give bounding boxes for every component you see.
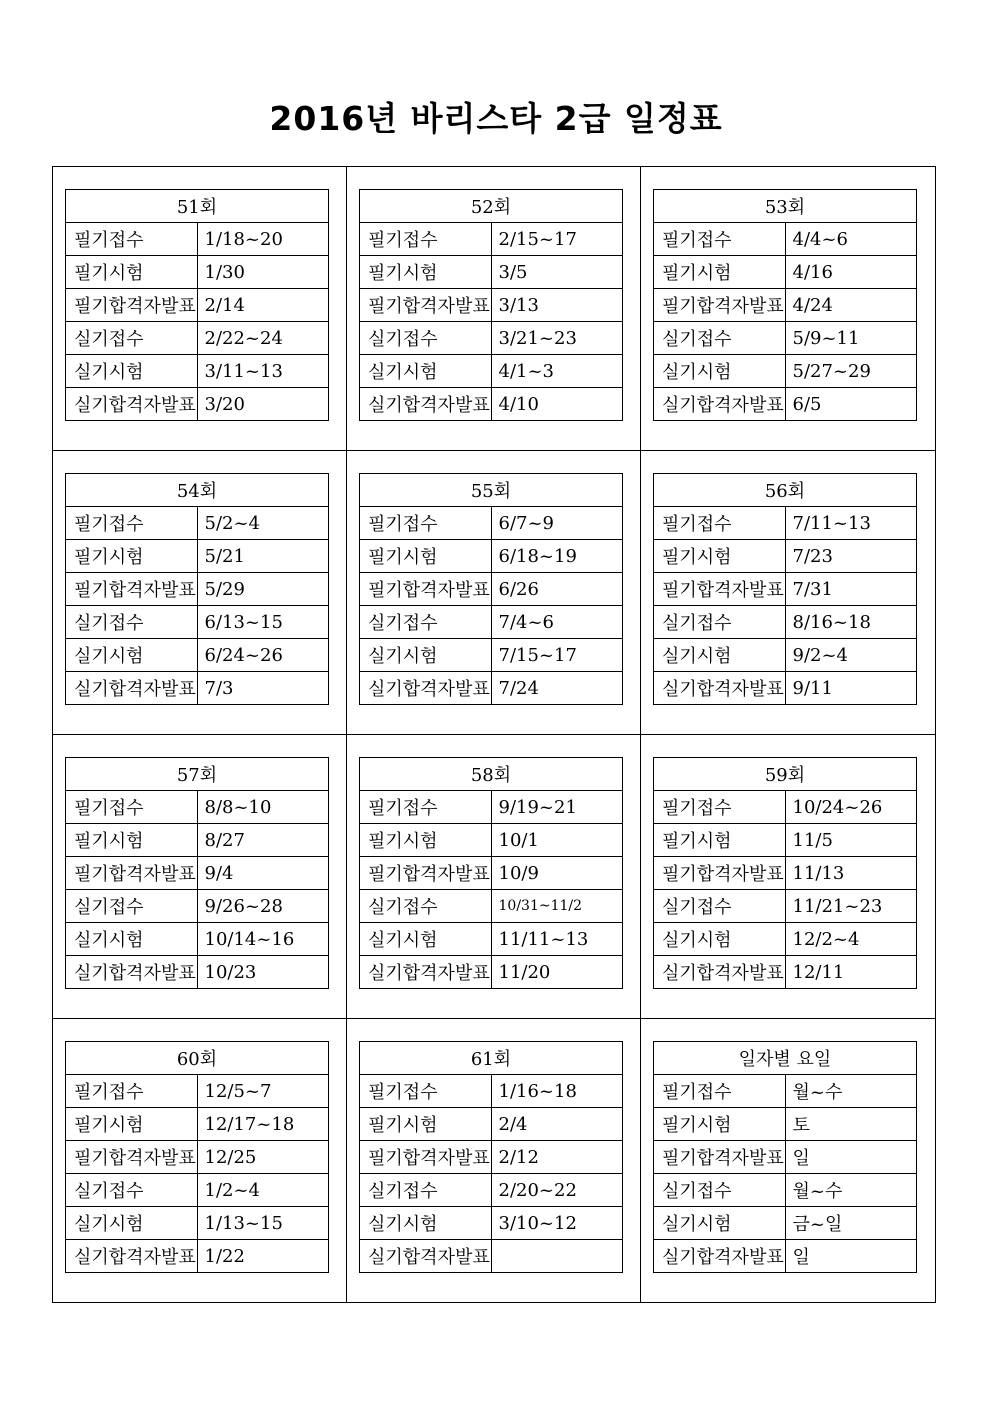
table-row (66, 223, 329, 256)
row-value: 3/5 (491, 256, 623, 289)
table-row (360, 256, 623, 289)
table-row (66, 1075, 329, 1108)
table-row (66, 1207, 329, 1240)
session-cell (347, 1019, 641, 1302)
table-row (66, 956, 329, 989)
table-row (654, 606, 917, 639)
table-row (66, 1174, 329, 1207)
session-table (653, 757, 917, 989)
session-cell (641, 451, 935, 735)
row-value: 6/13~15 (197, 606, 329, 639)
row-label: 필기시험 (66, 256, 198, 289)
table-row (360, 1141, 623, 1174)
row-label: 실기접수 (360, 890, 492, 923)
row-label: 실기접수 (654, 890, 786, 923)
row-value: 1/2~4 (197, 1174, 329, 1207)
row-label: 필기접수 (654, 223, 786, 256)
row-value: 3/10~12 (491, 1207, 623, 1240)
row-value: 2/22~24 (197, 322, 329, 355)
row-label: 필기합격자발표 (654, 573, 786, 606)
row-label: 필기접수 (66, 1075, 198, 1108)
table-row (654, 507, 917, 540)
table-row (654, 890, 917, 923)
row-label: 실기합격자발표 (654, 388, 786, 421)
row-value: 7/24 (491, 672, 623, 705)
row-label: 실기합격자발표 (360, 1240, 492, 1273)
row-label: 실기합격자발표 (66, 388, 198, 421)
row-value: 12/5~7 (197, 1075, 329, 1108)
table-row (66, 1240, 329, 1273)
table-row (654, 540, 917, 573)
table-row (66, 672, 329, 705)
table-row (66, 573, 329, 606)
row-label: 실기시험 (360, 355, 492, 388)
row-value: 7/11~13 (785, 507, 917, 540)
session-table (65, 1041, 329, 1273)
table-row (654, 1108, 917, 1141)
table-row (360, 223, 623, 256)
table-row (654, 824, 917, 857)
row-label: 실기시험 (654, 639, 786, 672)
table-row (654, 956, 917, 989)
row-label: 필기시험 (360, 540, 492, 573)
row-label: 필기접수 (360, 507, 492, 540)
row-label: 필기합격자발표 (360, 857, 492, 890)
row-value: 9/11 (785, 672, 917, 705)
row-value: 1/13~15 (197, 1207, 329, 1240)
table-row (360, 1075, 623, 1108)
table-row (654, 1075, 917, 1108)
table-row (654, 573, 917, 606)
row-label: 실기시험 (654, 1207, 786, 1240)
row-value: 5/21 (197, 540, 329, 573)
table-row (66, 824, 329, 857)
row-value: 4/10 (491, 388, 623, 421)
row-label: 필기접수 (654, 507, 786, 540)
session-table (65, 473, 329, 705)
table-row (360, 1207, 623, 1240)
row-label: 필기접수 (360, 1075, 492, 1108)
table-row (360, 857, 623, 890)
session-header: 60회 (66, 1042, 329, 1075)
row-value: 6/24~26 (197, 639, 329, 672)
row-label: 필기시험 (66, 540, 198, 573)
row-value: 7/31 (785, 573, 917, 606)
row-value: 11/13 (785, 857, 917, 890)
row-value: 10/9 (491, 857, 623, 890)
table-row (360, 388, 623, 421)
table-row (654, 322, 917, 355)
row-label: 실기시험 (654, 355, 786, 388)
row-value: 12/17~18 (197, 1108, 329, 1141)
row-value: 월~수 (785, 1075, 917, 1108)
row-value: 2/20~22 (491, 1174, 623, 1207)
row-label: 실기접수 (66, 606, 198, 639)
row-value: 5/9~11 (785, 322, 917, 355)
table-row (66, 606, 329, 639)
row-label: 필기접수 (654, 791, 786, 824)
row-label: 필기시험 (360, 824, 492, 857)
row-label: 필기접수 (66, 791, 198, 824)
row-label: 필기시험 (66, 824, 198, 857)
row-label: 실기합격자발표 (654, 672, 786, 705)
table-row (654, 289, 917, 322)
row-label: 필기시험 (654, 824, 786, 857)
row-value: 10/1 (491, 824, 623, 857)
session-cell (347, 167, 641, 451)
row-label: 필기합격자발표 (360, 289, 492, 322)
table-row (66, 388, 329, 421)
table-row (66, 1141, 329, 1174)
row-value: 4/16 (785, 256, 917, 289)
row-value: 1/16~18 (491, 1075, 623, 1108)
row-value: 7/3 (197, 672, 329, 705)
row-value: 11/20 (491, 956, 623, 989)
table-row (654, 223, 917, 256)
session-cell (347, 451, 641, 735)
row-value: 1/30 (197, 256, 329, 289)
row-label: 실기접수 (654, 322, 786, 355)
row-value: 5/2~4 (197, 507, 329, 540)
session-table (653, 189, 917, 421)
table-row (66, 857, 329, 890)
row-label: 필기합격자발표 (66, 857, 198, 890)
table-row (66, 923, 329, 956)
table-row (66, 639, 329, 672)
row-label: 실기접수 (66, 322, 198, 355)
row-label: 실기합격자발표 (654, 1240, 786, 1273)
row-label: 필기합격자발표 (654, 289, 786, 322)
row-value: 1/22 (197, 1240, 329, 1273)
row-value: 9/2~4 (785, 639, 917, 672)
table-row (360, 824, 623, 857)
session-header: 51회 (66, 190, 329, 223)
row-value: 12/2~4 (785, 923, 917, 956)
row-label: 필기시험 (360, 1108, 492, 1141)
table-row (360, 923, 623, 956)
session-cell (641, 735, 935, 1019)
row-label: 실기접수 (360, 606, 492, 639)
table-row (360, 1174, 623, 1207)
session-cell (53, 451, 347, 735)
row-label: 실기접수 (66, 890, 198, 923)
row-label: 실기시험 (66, 923, 198, 956)
row-value: 10/31~11/2 (491, 890, 623, 923)
row-label: 필기시험 (654, 256, 786, 289)
row-value: 11/5 (785, 824, 917, 857)
row-value: 월~수 (785, 1174, 917, 1207)
row-label: 실기접수 (654, 1174, 786, 1207)
session-table (359, 473, 623, 705)
row-value: 8/27 (197, 824, 329, 857)
row-label: 필기시험 (66, 1108, 198, 1141)
table-row (654, 1174, 917, 1207)
session-header: 58회 (360, 758, 623, 791)
table-row (360, 1240, 623, 1273)
row-value: 9/19~21 (491, 791, 623, 824)
row-value: 일 (785, 1141, 917, 1174)
session-table (359, 757, 623, 989)
row-value: 10/23 (197, 956, 329, 989)
table-row (360, 1108, 623, 1141)
row-label: 실기시험 (654, 923, 786, 956)
row-label: 필기접수 (360, 223, 492, 256)
row-value: 5/29 (197, 573, 329, 606)
row-label: 실기시험 (66, 639, 198, 672)
row-label: 실기시험 (360, 639, 492, 672)
row-label: 필기합격자발표 (360, 573, 492, 606)
row-label: 실기합격자발표 (360, 672, 492, 705)
row-value: 7/15~17 (491, 639, 623, 672)
table-row (66, 890, 329, 923)
row-label: 실기접수 (66, 1174, 198, 1207)
row-value: 8/8~10 (197, 791, 329, 824)
row-label: 필기접수 (66, 507, 198, 540)
table-row (66, 256, 329, 289)
session-header: 55회 (360, 474, 623, 507)
row-value: 10/24~26 (785, 791, 917, 824)
row-label: 실기시험 (360, 1207, 492, 1240)
row-value: 6/18~19 (491, 540, 623, 573)
row-value: 3/21~23 (491, 322, 623, 355)
table-row (66, 507, 329, 540)
table-row (654, 672, 917, 705)
table-row (654, 388, 917, 421)
row-value: 9/26~28 (197, 890, 329, 923)
table-row (654, 639, 917, 672)
table-row (360, 355, 623, 388)
session-table (65, 757, 329, 989)
session-cell (347, 735, 641, 1019)
table-row (360, 540, 623, 573)
table-row (360, 322, 623, 355)
row-value: 금~일 (785, 1207, 917, 1240)
row-value: 10/14~16 (197, 923, 329, 956)
session-header: 61회 (360, 1042, 623, 1075)
row-label: 필기시험 (360, 256, 492, 289)
session-header: 53회 (654, 190, 917, 223)
row-label: 필기합격자발표 (66, 289, 198, 322)
row-label: 필기접수 (66, 223, 198, 256)
row-label: 필기합격자발표 (66, 1141, 198, 1174)
table-row (360, 573, 623, 606)
session-cell (641, 1019, 935, 1302)
row-label: 실기접수 (360, 1174, 492, 1207)
table-row (360, 791, 623, 824)
row-label: 실기시험 (360, 923, 492, 956)
table-row (360, 606, 623, 639)
row-value: 4/4~6 (785, 223, 917, 256)
row-value: 12/11 (785, 956, 917, 989)
session-cell (53, 1019, 347, 1302)
row-value: 7/23 (785, 540, 917, 573)
row-label: 실기합격자발표 (66, 672, 198, 705)
session-cell (53, 167, 347, 451)
row-value: 1/18~20 (197, 223, 329, 256)
row-label: 실기합격자발표 (66, 956, 198, 989)
row-value: 3/20 (197, 388, 329, 421)
session-table (653, 1041, 917, 1273)
row-label: 실기합격자발표 (360, 956, 492, 989)
row-value: 11/11~13 (491, 923, 623, 956)
schedule-grid (52, 166, 936, 1303)
table-row (360, 639, 623, 672)
row-value: 4/24 (785, 289, 917, 322)
table-row (654, 857, 917, 890)
session-header: 56회 (654, 474, 917, 507)
page-title: 2016년 바리스타 2급 일정표 (269, 99, 723, 138)
row-value: 2/15~17 (491, 223, 623, 256)
table-row (654, 1141, 917, 1174)
row-label: 필기접수 (360, 791, 492, 824)
row-value: 7/4~6 (491, 606, 623, 639)
row-label: 필기합격자발표 (654, 1141, 786, 1174)
row-label: 실기접수 (360, 322, 492, 355)
row-label: 실기합격자발표 (360, 388, 492, 421)
row-value: 2/4 (491, 1108, 623, 1141)
row-label: 실기합격자발표 (654, 956, 786, 989)
session-cell (641, 167, 935, 451)
row-label: 필기합격자발표 (360, 1141, 492, 1174)
table-row (360, 507, 623, 540)
table-row (66, 355, 329, 388)
row-value: 4/1~3 (491, 355, 623, 388)
table-row (66, 540, 329, 573)
session-cell (53, 735, 347, 1019)
table-row (66, 289, 329, 322)
table-row (66, 791, 329, 824)
session-table (65, 189, 329, 421)
table-row (654, 1207, 917, 1240)
row-value: 11/21~23 (785, 890, 917, 923)
table-row (654, 923, 917, 956)
row-value: 3/13 (491, 289, 623, 322)
table-row (360, 890, 623, 923)
session-header: 54회 (66, 474, 329, 507)
session-header: 52회 (360, 190, 623, 223)
row-value: 9/4 (197, 857, 329, 890)
table-row (654, 1240, 917, 1273)
row-value: 6/7~9 (491, 507, 623, 540)
table-row (360, 956, 623, 989)
row-label: 필기합격자발표 (654, 857, 786, 890)
row-label: 실기시험 (66, 355, 198, 388)
row-value: 일 (785, 1240, 917, 1273)
session-header: 57회 (66, 758, 329, 791)
row-label: 필기시험 (654, 540, 786, 573)
row-label: 필기접수 (654, 1075, 786, 1108)
row-value: 5/27~29 (785, 355, 917, 388)
table-row (654, 355, 917, 388)
row-value: 2/14 (197, 289, 329, 322)
row-label: 실기합격자발표 (66, 1240, 198, 1273)
row-label: 필기시험 (654, 1108, 786, 1141)
row-value (491, 1240, 623, 1273)
session-table (359, 189, 623, 421)
table-row (654, 256, 917, 289)
row-value: 6/5 (785, 388, 917, 421)
table-row (66, 322, 329, 355)
row-value: 6/26 (491, 573, 623, 606)
row-value: 토 (785, 1108, 917, 1141)
row-value: 8/16~18 (785, 606, 917, 639)
row-value: 3/11~13 (197, 355, 329, 388)
row-label: 실기접수 (654, 606, 786, 639)
table-row (654, 791, 917, 824)
session-header: 일자별 요일 (654, 1042, 917, 1075)
row-value: 2/12 (491, 1141, 623, 1174)
row-label: 실기시험 (66, 1207, 198, 1240)
session-header: 59회 (654, 758, 917, 791)
row-label: 필기합격자발표 (66, 573, 198, 606)
row-value: 12/25 (197, 1141, 329, 1174)
table-row (360, 672, 623, 705)
session-table (653, 473, 917, 705)
table-row (360, 289, 623, 322)
table-row (66, 1108, 329, 1141)
session-table (359, 1041, 623, 1273)
